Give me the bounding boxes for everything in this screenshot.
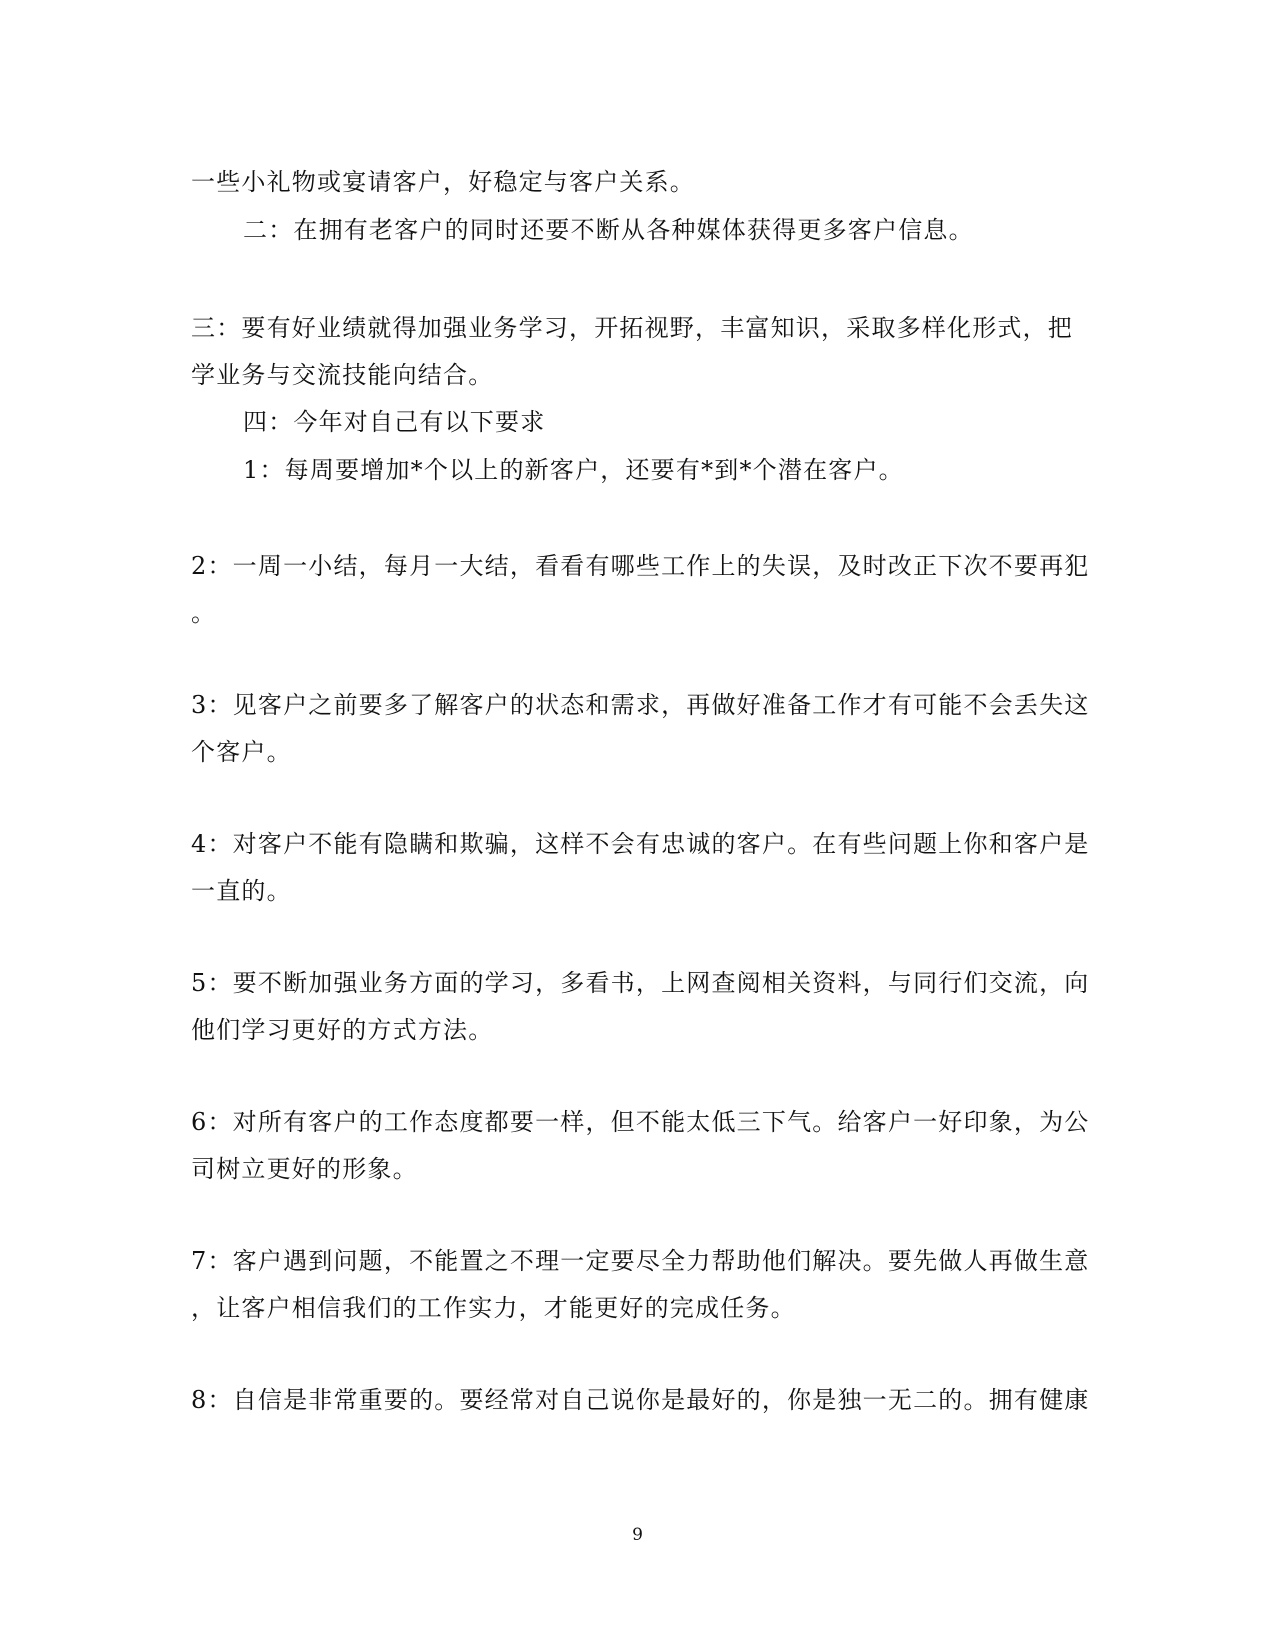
list-item: 5：要不断加强业务方面的学习，多看书，上网查阅相关资料，与同行们交流，向 — [191, 969, 1090, 997]
list-item: 1：每周要增加*个以上的新客户，还要有*到*个潜在客户。 — [243, 456, 904, 484]
text-line: 学业务与交流技能向结合。 — [191, 361, 494, 389]
section-heading: 三：要有好业绩就得加强业务学习，开拓视野，丰富知识，采取多样化形式，把 — [191, 314, 1073, 342]
list-item: 6：对所有客户的工作态度都要一样，但不能太低三下气。给客户一好印象，为公 — [191, 1108, 1090, 1136]
text-line: ，让客户相信我们的工作实力，才能更好的完成任务。 — [191, 1294, 796, 1322]
text-line: 他们学习更好的方式方法。 — [191, 1016, 494, 1044]
list-item: 3：见客户之前要多了解客户的状态和需求，再做好准备工作才有可能不会丢失这 — [191, 691, 1090, 719]
text-line: 一直的。 — [191, 877, 292, 905]
list-item: 4：对客户不能有隐瞒和欺骗，这样不会有忠诚的客户。在有些问题上你和客户是 — [191, 830, 1090, 858]
page-number: 9 — [632, 1525, 643, 1545]
list-item: 8：自信是非常重要的。要经常对自己说你是最好的，你是独一无二的。拥有健康 — [191, 1386, 1090, 1414]
text-line: 个客户。 — [191, 738, 292, 766]
text-line: 。 — [191, 599, 217, 627]
list-item: 2：一周一小结，每月一大结，看看有哪些工作上的失误，及时改正下次不要再犯 — [191, 552, 1090, 580]
text-line: 一些小礼物或宴请客户，好稳定与客户关系。 — [191, 168, 695, 196]
section-heading: 四：今年对自己有以下要求 — [243, 408, 546, 436]
list-item: 7：客户遇到问题，不能置之不理一定要尽全力帮助他们解决。要先做人再做生意 — [191, 1247, 1090, 1275]
text-line: 司树立更好的形象。 — [191, 1155, 418, 1183]
section-heading: 二：在拥有老客户的同时还要不断从各种媒体获得更多客户信息。 — [243, 216, 974, 244]
